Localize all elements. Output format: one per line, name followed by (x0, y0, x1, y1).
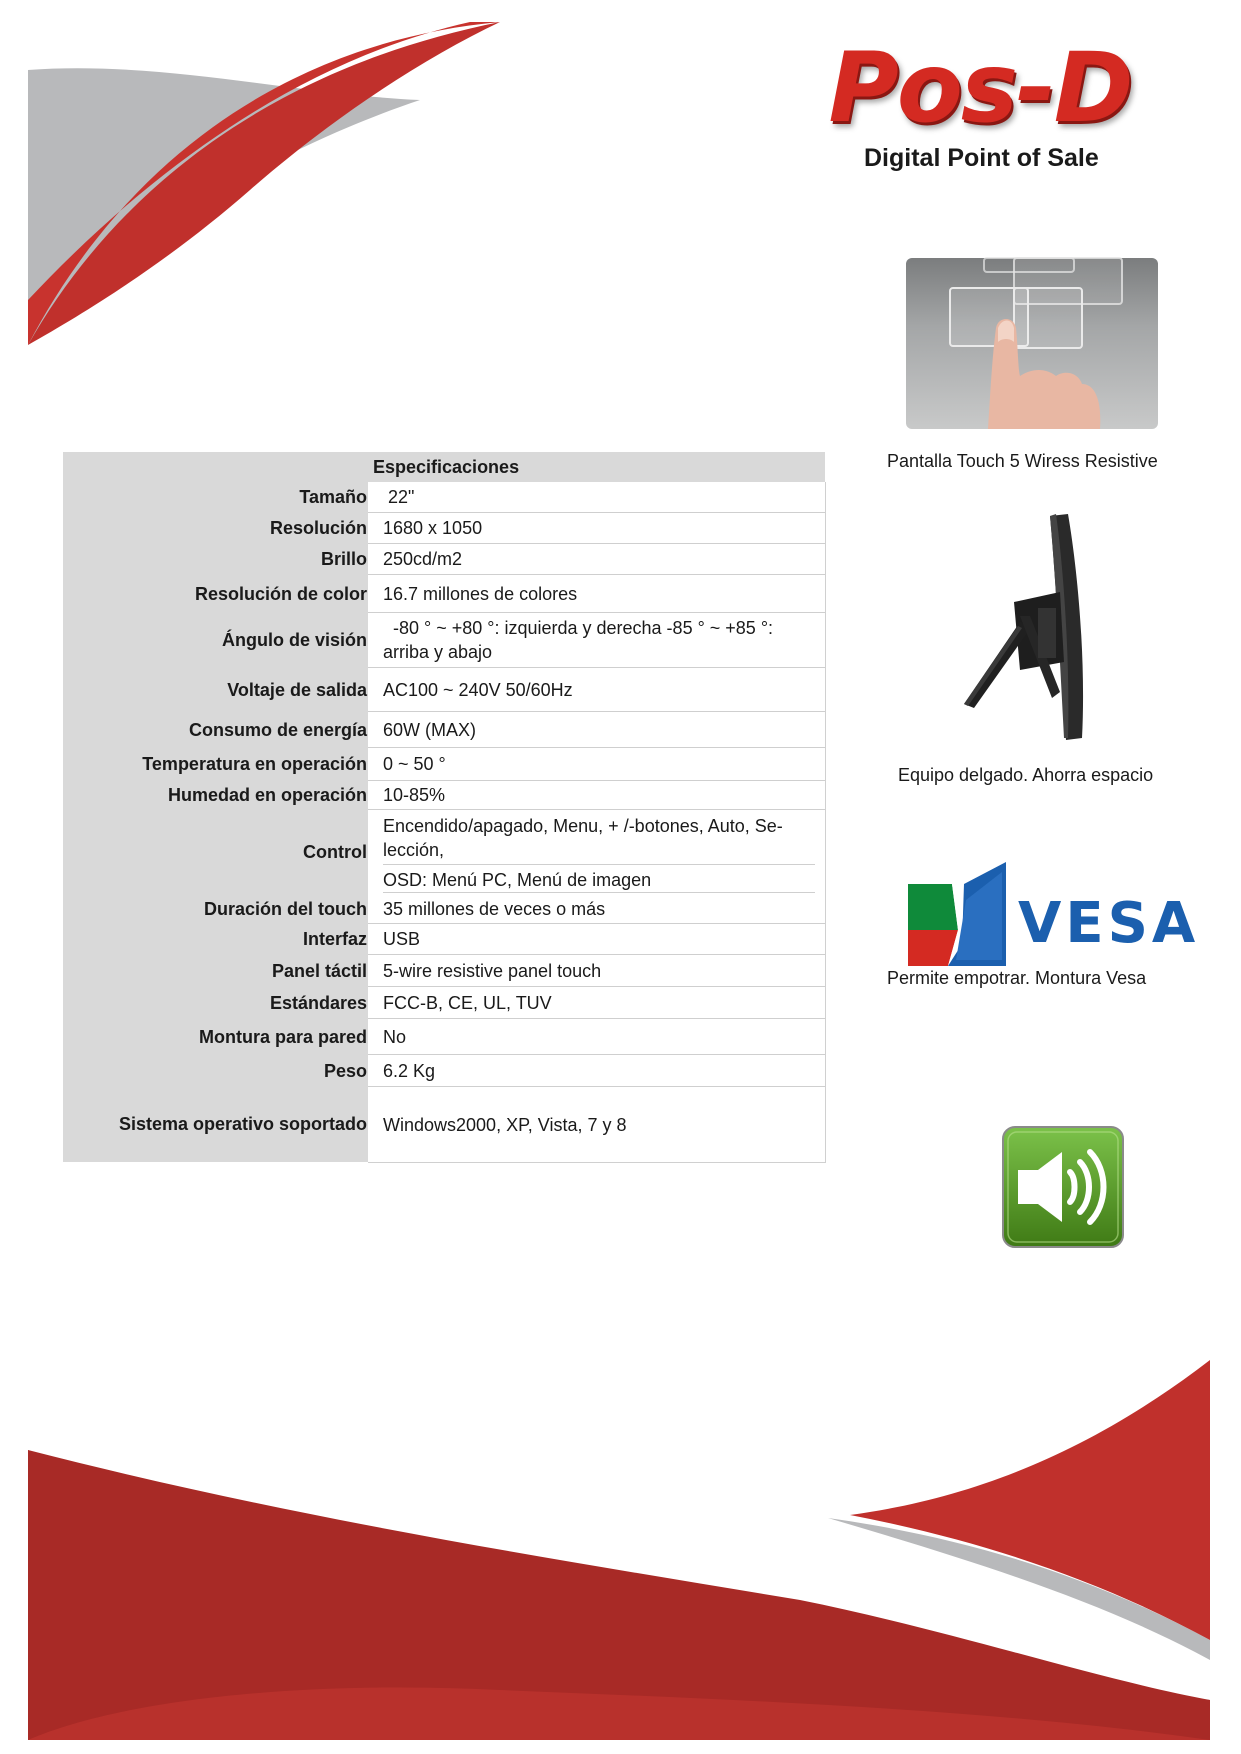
row-value (368, 613, 825, 668)
row-value: AC100 ~ 240V 50/60Hz (368, 668, 825, 712)
row-label: Ángulo de visión (221, 630, 367, 650)
table-row (63, 781, 825, 810)
row-label: Temperatura en operación (142, 754, 367, 774)
feature-caption: Permite empotrar. Montura Vesa (887, 968, 1147, 988)
row-value (368, 810, 825, 894)
table-row (63, 748, 825, 781)
row-value: No (368, 1019, 825, 1055)
table-row (63, 924, 825, 955)
table-row (63, 513, 825, 544)
table-row (63, 987, 825, 1019)
row-label: Panel táctil (271, 960, 367, 981)
speaker-icon (1002, 1126, 1124, 1248)
feature-caption: Pantalla Touch 5 Wiress Resistive (887, 451, 1158, 471)
row-value: FCC-B, CE, UL, TUV (368, 987, 825, 1019)
row-value: 22" (368, 482, 825, 513)
row-value: 35 millones de veces o más (368, 894, 825, 924)
table-row (63, 1019, 825, 1055)
logo-tagline: Digital Point of Sale (864, 144, 1099, 172)
row-value: 5-wire resistive panel touch (368, 955, 825, 987)
touch-finger-icon (906, 258, 1158, 429)
spec-table-header: Especificaciones (368, 452, 825, 482)
row-label: Estándares (269, 992, 367, 1013)
row-label: Brillo (320, 549, 367, 569)
row-label: Interfaz (302, 929, 367, 949)
row-value: 1680 x 1050 (368, 513, 825, 544)
vesa-logo (906, 860, 1200, 970)
row-label: Tamaño (299, 487, 367, 507)
row-label: Montura para pared (198, 1026, 367, 1047)
feature-caption: Equipo delgado. Ahorra espacio (898, 765, 1154, 785)
row-value: 6.2 Kg (368, 1055, 825, 1087)
table-row (63, 1055, 825, 1087)
row-label: Voltaje de salida (227, 679, 367, 700)
table-row (63, 613, 825, 668)
vesa-logo-text: VESA (1018, 891, 1200, 956)
row-value: Windows2000, XP, Vista, 7 y 8 (383, 1114, 627, 1135)
row-value: 60W (MAX) (368, 712, 825, 748)
row-value: 0 ~ 50 ° (368, 748, 825, 781)
monitor-side-icon (960, 512, 1120, 742)
row-value: 10-85% (368, 781, 825, 810)
table-row (63, 810, 825, 894)
table-row (63, 955, 825, 987)
row-label: Humedad en operación (167, 785, 367, 805)
table-row (63, 712, 825, 748)
table-row (63, 1087, 825, 1162)
table-row (63, 482, 825, 513)
spec-table (63, 452, 825, 1162)
row-value: 16.7 millones de colores (368, 575, 825, 613)
row-label: Consumo de energía (188, 719, 367, 740)
table-row (63, 575, 825, 613)
row-value-line: arriba y abajo (383, 642, 493, 662)
row-label: Resolución (269, 518, 367, 538)
table-row (63, 544, 825, 575)
row-label: Duración del touch (203, 898, 367, 919)
row-value-line: lección, (383, 838, 815, 865)
brand-logo (800, 32, 1160, 172)
logo-wordmark: Pos-D (828, 32, 1132, 144)
row-label: Resolución de color (194, 583, 367, 604)
row-value-line: -80 ° ~ +80 °: izquierda y derecha -85 ° ~ +85 °: (393, 618, 774, 638)
table-row (63, 668, 825, 712)
feature-caption: Parlantes incorporados (938, 1278, 1140, 1298)
table-row (63, 894, 825, 924)
row-value: USB (368, 924, 825, 955)
row-value-line: OSD: Menú PC, Menú de imagen (383, 868, 815, 893)
row-label: Control (303, 841, 367, 862)
row-value: 250cd/m2 (368, 544, 825, 575)
row-label: Sistema operativo soportado (118, 1114, 367, 1134)
row-value-line: Encendido/apagado, Menu, + /-botones, Auto, Se- (383, 816, 783, 836)
row-label: Peso (323, 1060, 367, 1081)
